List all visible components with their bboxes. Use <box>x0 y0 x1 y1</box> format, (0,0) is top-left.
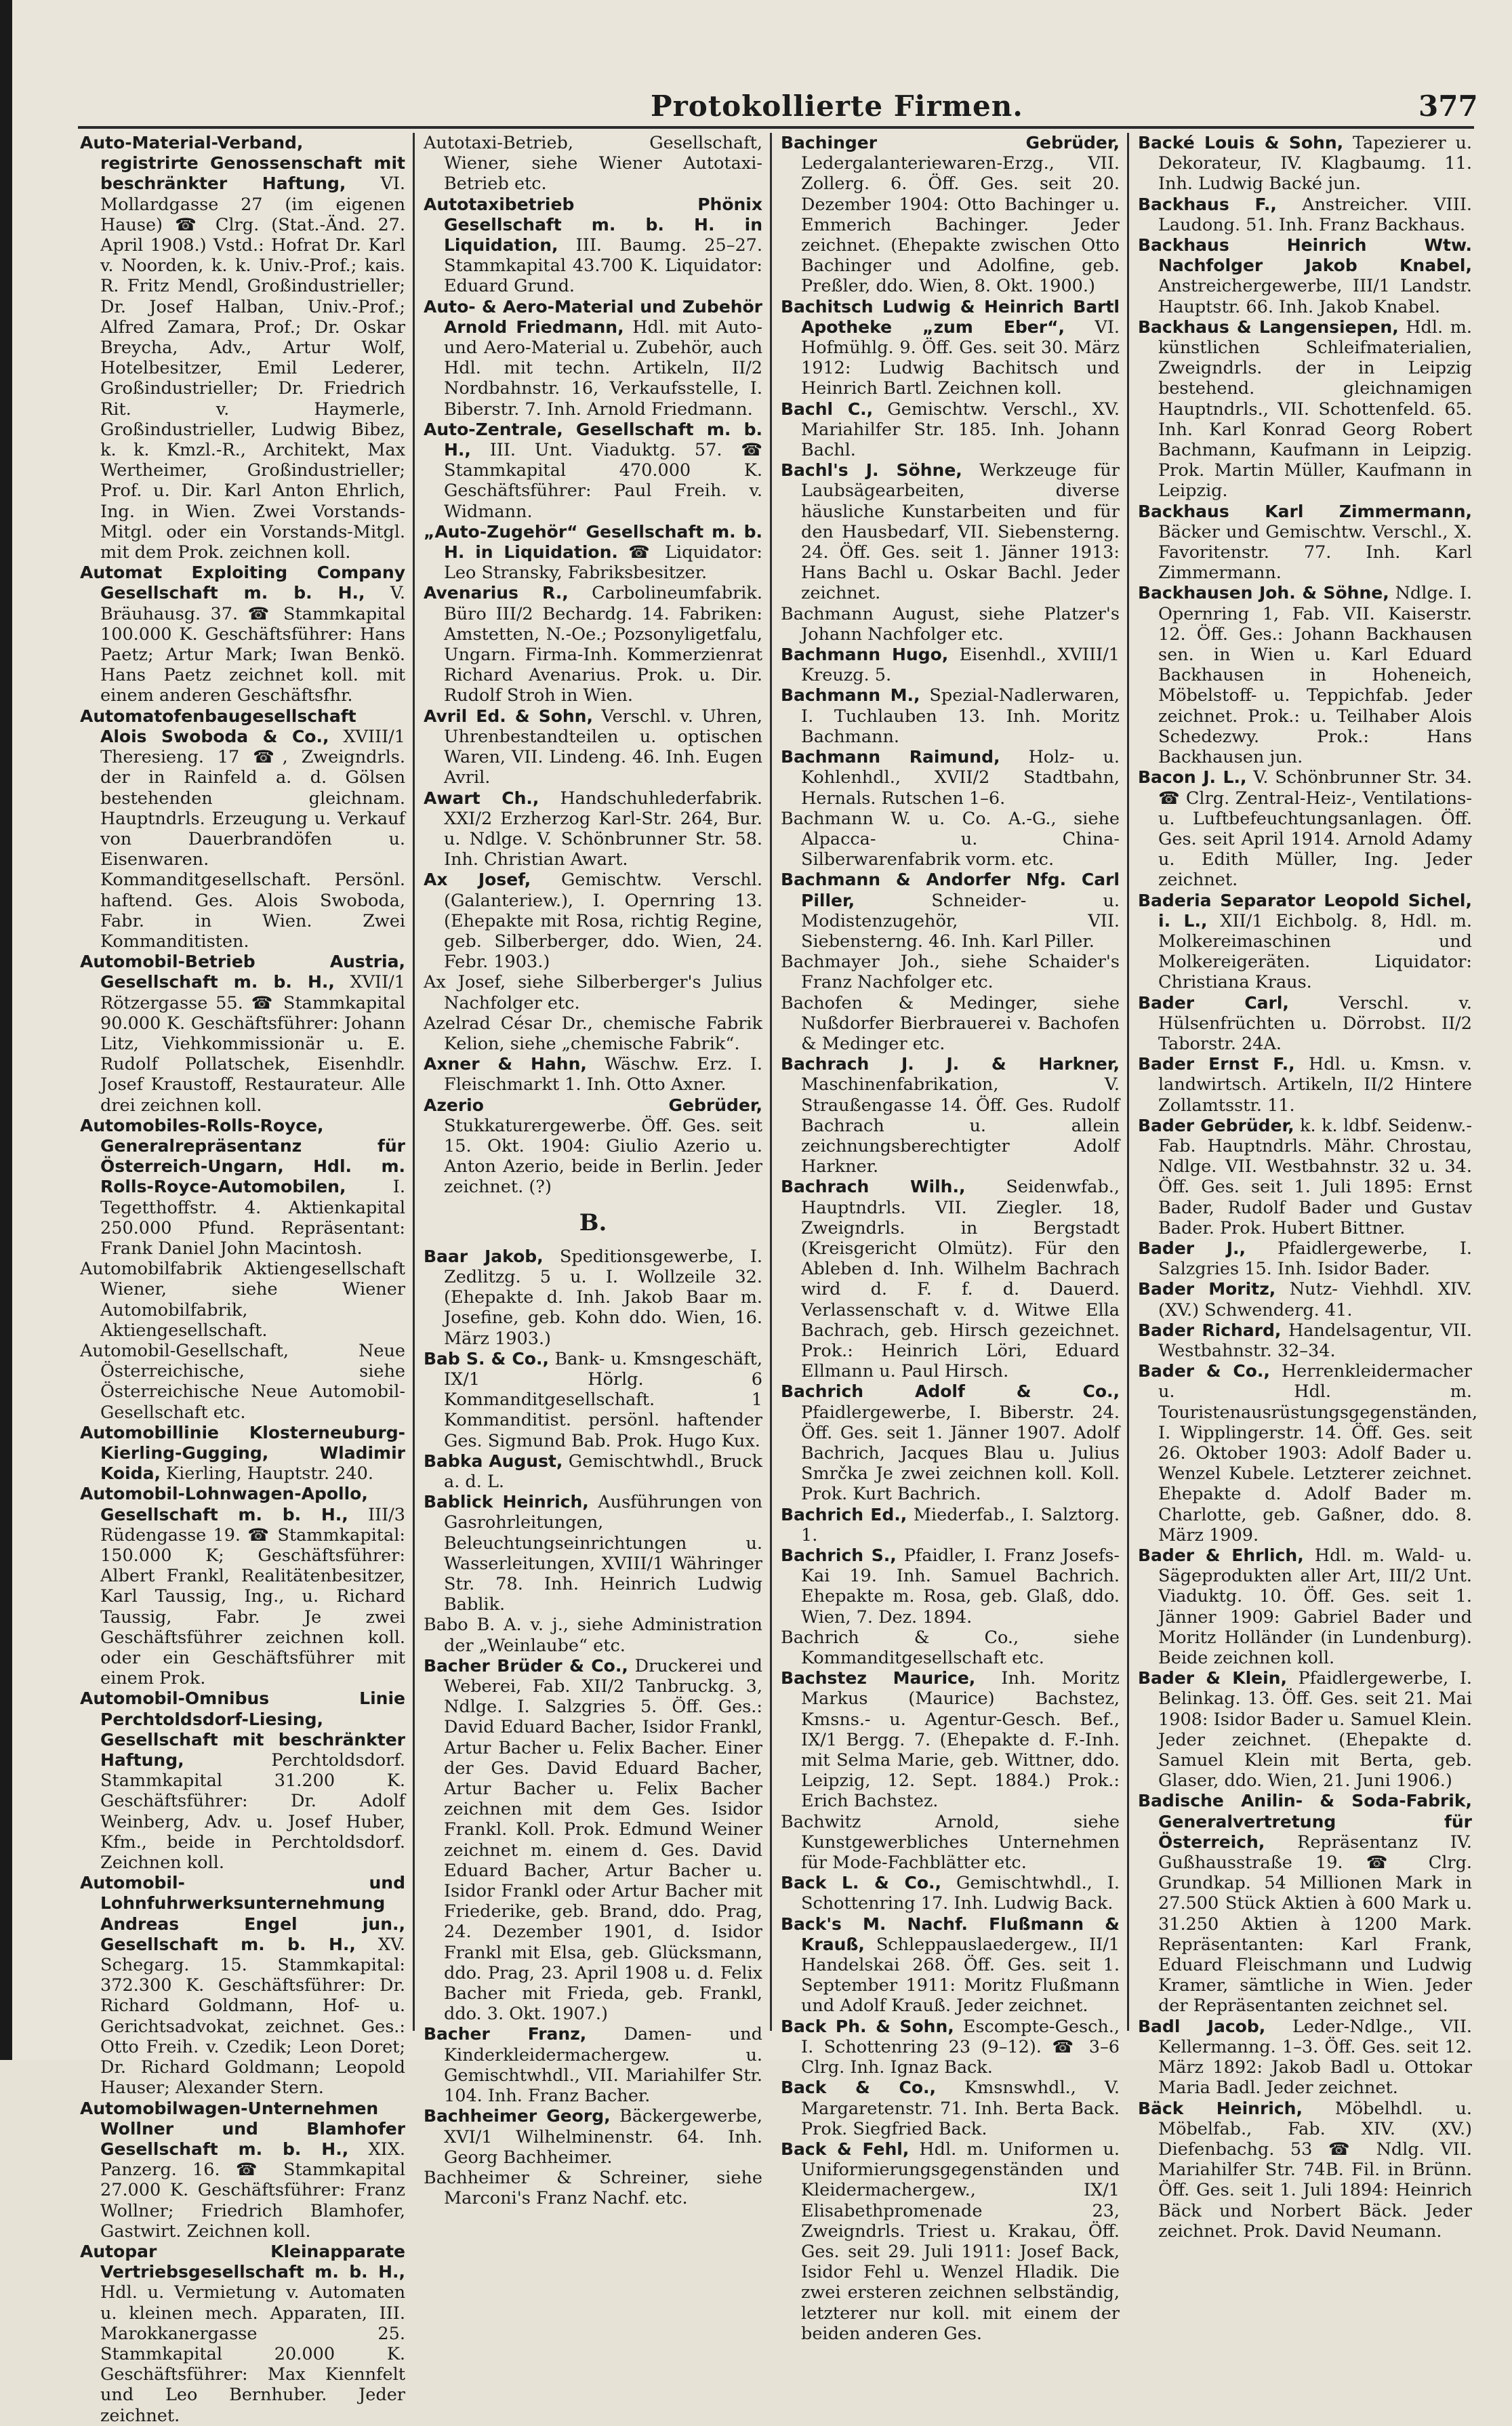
firm-name: Axner & Hahn, <box>424 1054 587 1074</box>
column-divider-3 <box>1127 133 1129 2031</box>
firm-entry <box>424 1451 762 1492</box>
firm-name: Bader & Klein, <box>1138 1668 1287 1689</box>
firm-entry <box>781 1381 1120 1504</box>
firm-entry <box>781 1914 1120 2017</box>
firm-details: Hdl. mit Auto- und Aero-Material u. Zubehör, auch Hdl. mit techn. Artikeln, II/2 Nordbahnstr. 16, Verkaufsstelle, I. Biberstr. 7. Inh. Arnold Friedmann. <box>444 317 763 420</box>
firm-name: Bader & Ehrlich, <box>1138 1545 1304 1566</box>
firm-details: Bäcker und Gemischtw. Verschl., X. Favoritenstr. 77. Inh. Karl Zimmermann. <box>1158 521 1472 584</box>
firm-details: Druckerei und Weberei, Fab. XII/2 Tanbruckg. 3, Ndlge. I. Salzgries 5. Öff. Ges.: David Eduard Bacher, Isidor Frankl, Artur Bacher u. Felix Bacher. Einer der Ges. David Eduard Bacher, Artur Bacher u. Felix Bacher zeichnen mit dem Ges. Isidor Frankl. Koll. Prok. Edmund Weiner zeichnet m. einem d. Ges. David Eduard Bacher, Artur Bacher u. Isidor Frankl oder Artur Bacher mit Friederike, geb. Brand, ddo. Prag, 24. Dezember 1901, d. Isidor Frankl mit Elsa, geb. Glücksmann, ddo. Prag, 23. April 1908 u. d. Felix Bacher mit Frieda, geb. Frankl, ddo. 3. Okt. 1907.) <box>444 1655 762 2025</box>
firm-details: Hdl. m. künstlichen Schleifmaterialien, Zweigndrls. der in Leipzig bestehend. gleichnamigen Hauptndrls., VII. Schottenfeld. 65. Inh. Karl Konrad Georg Robert Bachmann, Kaufmann in Leipzig. Prok. Martin Müller, Kaufmann in Leipzig. <box>1158 317 1472 502</box>
firm-entry <box>424 2168 762 2208</box>
firm-details: Eisenhdl., XVIII/1 Kreuzg. 5. <box>801 645 1120 686</box>
column-divider-1 <box>413 133 415 2031</box>
firm-details: XVIII/1 Theresieng. 17 ☎, Zweigndrls. der in Rainfeld a. d. Gölsen bestehenden gleichnam. Hauptndrls. Erzeugung u. Verkauf von Dauerbrandöfen u. Eisenwaren. Kommanditgesellschaft. Persönl. haftend. Ges. Alois Swoboda, Fabr. in Wien. Zwei Kommanditisten. <box>100 726 405 952</box>
firm-entry <box>781 133 1120 297</box>
firm-details: Bachmann August, siehe Platzer's Johann Nachfolger etc. <box>781 603 1120 645</box>
firm-details: Herrenkleidermacher u. Hdl. m. Touristenausrüstungsgegenständen, I. Wipplingerstr. 14. Öff. Ges. seit 26. Oktober 1903: Adolf Bader u. Wenzel Kubele. Letzterer zeichnet. Ehepakte d. Adolf Bader m. Charlotte, geb. Gaßner, ddo. 8. März 1909. <box>1158 1361 1478 1545</box>
firm-details: Ledergalanteriewaren-Erzg., VII. Zollerg. 6. Öff. Ges. seit 20. Dezember 1904: Otto Bachinger u. Emmerich Bachinger. Jeder zeichnet. (Ehepakte zwischen Otto Bachinger und Adolfine, geb. Preßler, ddo. Wien, 8. Okt. 1900.) <box>801 153 1120 297</box>
firm-name: Backhaus & Langensiepen, <box>1138 317 1399 337</box>
firm-details: Anstreicher. VIII. Laudong. 51. Inh. Franz Backhaus. <box>1158 194 1472 235</box>
firm-details: XV. Schegarg. 15. Stammkapital: 372.300 K. Geschäftsführer: Dr. Richard Goldmann, Hof- u. Gerichtsadvokat, zeichnet. Ges.: Otto Freih. v. Czedik; Leon Doret; Dr. Richard Goldmann; Leopold Hauser; Alexander Stern. <box>100 1934 405 2099</box>
firm-name: Backhausen Joh. & Söhne, <box>1138 583 1389 603</box>
firm-name: Bachinger Gebrüder, <box>781 133 1120 153</box>
firm-details: III. Baumg. 25–27. Stammkapital 43.700 K. Liquidator: Eduard Grund. <box>444 235 762 297</box>
firm-name: Automobil- und Lohnfuhrwerksunternehmung Andreas Engel jun., Gesellschaft m. b. H., <box>80 1873 405 1954</box>
firm-name: Back's M. Nachf. Flußmann & Krauß, <box>781 1914 1120 1954</box>
firm-entry <box>424 1054 762 1095</box>
firm-name: Backhaus F., <box>1138 194 1277 214</box>
firm-details: Bank- u. Kmsngeschäft, IX/1 Hörlg. 6 Kommanditgesellschaft. 1 Kommanditist. persönl. haftender Ges. Sigmund Bab. Prok. Hugo Kux. <box>444 1348 762 1451</box>
firm-details: Gemischtwhdl., I. Schottenring 17. Inh. Ludwig Back. <box>801 1873 1120 1914</box>
firm-name: Back Ph. & Sohn, <box>781 2016 954 2036</box>
firm-name: Bachrich S., <box>781 1545 897 1566</box>
firm-details: VI. Hofmühlg. 9. Öff. Ges. seit 30. März 1912: Ludwig Bachitsch und Heinrich Bartl. Zeichnen koll. <box>801 317 1120 399</box>
firm-details: Carbolineumfabrik. Büro III/2 Bechardg. 14. Fabriken: Amstetten, N.-Oe.; Pozsonyligetfalu, Ungarn. Firma-Inh. Kommerzienrat Richard Avenarius. Prok. u. Dir. Rudolf Stroh in Wien. <box>444 583 762 706</box>
firm-details: Gemischtw. Verschl., XV. Mariahilfer Str. 185. Inh. Johann Bachl. <box>801 399 1120 461</box>
firm-details: Gemischtwhdl., Bruck a. d. L. <box>444 1451 762 1492</box>
firm-details: Gemischtw. Verschl. (Galanteriew.), I. Opernring 13. (Ehepakte mit Rosa, richtig Regine, geb. Silberberger, ddo. Wien, 24. Febr. 1903.) <box>444 870 762 973</box>
firm-details: Bachmann W. u. Co. A.-G., siehe Alpacca- u. China-Silberwarenfabrik vorm. etc. <box>781 808 1120 870</box>
firm-details: Ausführungen von Gasrohrleitungen, Beleuchtungseinrichtungen u. Wasserleitungen, XVIII/1 Währinger Str. 78. Inh. Heinrich Ludwig Bablik. <box>444 1492 762 1615</box>
page-header <box>0 89 1512 130</box>
firm-details: Autotaxi-Betrieb, Gesellschaft, Wiener, siehe Wiener Autotaxi-Betrieb etc. <box>424 133 762 195</box>
firm-entry <box>80 1116 405 1259</box>
firm-name: Automobil-Lohnwagen-Apollo, Gesellschaft m. b. H., <box>80 1484 368 1524</box>
firm-details: Escompte-Gesch., I. Schottenring 23 (9–12). ☎ 3–6 Clrg. Inh. Ignaz Back. <box>801 2016 1120 2078</box>
firm-name: Back L. & Co., <box>781 1873 941 1893</box>
firm-details: Handelsagentur, VII. Westbahnstr. 32–34. <box>1158 1320 1472 1361</box>
firm-name: Automat Exploiting Company Gesellschaft m. b. H., <box>80 563 405 603</box>
firm-entry <box>781 2017 1120 2078</box>
firm-entry <box>80 133 405 563</box>
firm-entry <box>1138 1320 1472 1361</box>
firm-entry <box>781 1628 1120 1668</box>
firm-details: V. Bräuhausg. 37. ☎ Stammkapital 100.000 K. Geschäftsführer: Hans Paetz; Artur Mark; Iwan Benkö. Hans Paetz zeichnet koll. mit einem anderen Geschäftsfhr. <box>100 583 405 706</box>
firm-details: Seidenwfab., Hauptndrls. VII. Ziegler. 18, Zweigndrls. in Bergstadt (Kreisgericht Olmütz). Für den Ableben d. Inh. Wilhelm Bachrach wird d. F. f. d. Dauerd. Verlassenschaft v. d. Witwe Ella Bachrach, geb. Hirsch gezeichnet. Prok.: Heinrich Löri, Eduard Ellmann u. Paul Hirsch. <box>801 1177 1120 1382</box>
firm-details: ☎ Liquidator: Leo Stransky, Fabriksbesitzer. <box>444 542 762 584</box>
firm-details: Speditionsgewerbe, I. Zedlitzg. 5 u. I. Wollzeile 32. (Ehepakte d. Inh. Jakob Baar m. Josefine, geb. Kohn ddo. Wien, 16. März 1903.) <box>444 1246 763 1349</box>
firm-name: Bachmann & Andorfer Nfg. Carl Piller, <box>781 870 1120 910</box>
firm-details: Leder-Ndlge., VII. Kellermanng. 1–3. Öff. Ges. seit 12. März 1892: Jakob Badl u. Ottokar Maria Badl. Jeder zeichnet. <box>1158 2016 1473 2099</box>
firm-name: Babka August, <box>424 1451 563 1471</box>
firm-details: XII/1 Eichbolg. 8, Hdl. m. Molkereimaschinen und Molkereigeräten. Liquidator: Christiana Kraus. <box>1158 910 1472 993</box>
firm-name: Back & Co., <box>781 2078 937 2098</box>
firm-name: Bachl's J. Söhne, <box>781 460 962 481</box>
firm-details: Handschuhlederfabrik. XXI/2 Erzherzog Karl-Str. 264, Bur. u. Ndlge. V. Schönbrunner Str. 58. Inh. Christian Awart. <box>444 788 762 870</box>
firm-details: Perchtoldsdorf. Stammkapital 31.200 K. Geschäftsführer: Dr. Adolf Weinberg, Adv. u. Josef Huber, Kfm., beide in Perchtoldsdorf. Zeichnen koll. <box>100 1750 405 1874</box>
firm-entry <box>1138 195 1472 235</box>
firm-name: Autotaxibetrieb Phönix Gesellschaft m. b. H. in Liquidation, <box>424 194 762 256</box>
firm-details: Hdl. m. Wald- u. Sägeprodukten aller Art, III/2 Unt. Viaduktg. 10. Öff. Ges. seit 1. Jänner 1909: Gabriel Bader und Moritz Holländer (in Lundenburg). Beide zeichnen koll. <box>1158 1545 1472 1669</box>
firm-name: „Auto-Zugehör“ Gesellschaft m. b. H. in Liquidation. <box>424 521 762 563</box>
firm-name: Back & Fehl, <box>781 2139 910 2159</box>
firm-details: V. Schönbrunner Str. 34. ☎ Clrg. Zentral-Heiz-, Ventilations- u. Luftbefeuchtungsanlagen. Öff. Ges. seit April 1914. Arnold Adamy u. Edith Müller, Ing. Jeder zeichnet. <box>1158 767 1472 891</box>
firm-name: Backé Louis & Sohn, <box>1138 133 1344 153</box>
firm-details: Babo B. A. v. j., siehe Administration der „Weinlaube“ etc. <box>424 1615 762 1656</box>
firm-entry <box>424 1349 762 1451</box>
firm-details: Ndlge. I. Opernring 1, Fab. VII. Kaiserstr. 12. Öff. Ges.: Johann Backhausen sen. in Wien u. Karl Eduard Backhausen in Hoheneich, Möbelstoff- u. Teppichfab. Jeder zeichnet. Prok.: u. Teilhaber Alois Schedezwy. Prok.: Hans Backhausen jun. <box>1158 583 1472 768</box>
firm-details: Verschl. v. Hülsenfrüchten u. Dörrobst. II/2 Taborstr. 24A. <box>1158 992 1473 1054</box>
firm-entry <box>781 1812 1120 1874</box>
firm-name: Bader J., <box>1138 1238 1246 1258</box>
firm-entry <box>424 1013 762 1054</box>
firm-details: Bäckergewerbe, XVI/1 Wilhelminenstr. 64. Inh. Georg Bachheimer. <box>444 2106 763 2168</box>
firm-entry <box>424 1615 762 1655</box>
firm-entry <box>1138 1361 1478 1545</box>
firm-name: Automobilwagen-Unternehmen Wollner und Blamhofer Gesellschaft m. b. H., <box>80 2098 405 2159</box>
firm-entry <box>424 870 762 972</box>
firm-name: Bader Ernst F., <box>1138 1054 1295 1074</box>
firm-details: Schleppauslaedergew., II/1 Handelskai 268. Öff. Ges. seit 1. September 1911: Moritz Flußmann und Adolf Krauß. Jeder zeichnet. <box>801 1934 1120 2017</box>
firm-name: Badl Jacob, <box>1138 2016 1266 2036</box>
firm-entry <box>781 1177 1120 1381</box>
firm-details: k. k. ldbf. Seidenw.-Fab. Hauptndrls. Mähr. Chrostau, Ndlge. VII. Westbahnstr. 32 u. 34. Öff. Ges. seit 1. Juli 1895: Ernst Bader, Rudolf Bader und Gustav Bader. Prok. Hubert Bittner. <box>1158 1115 1472 1238</box>
firm-entry <box>781 809 1120 870</box>
firm-name: Bachmann Raimund, <box>781 747 1000 767</box>
column-divider-2 <box>770 133 772 2031</box>
firm-details: Pfaidlergewerbe, I. Biberstr. 24. Öff. Ges. seit 1. Jänner 1907. Adolf Bachrich, Jacques Blau u. Julius Smrčka Je zwei zeichnen koll. Koll. Prok. Kurt Bachrich. <box>801 1402 1120 1505</box>
firm-entry <box>1138 1238 1472 1279</box>
firm-name: Bäck Heinrich, <box>1138 2098 1303 2118</box>
firm-entry <box>424 420 762 522</box>
firm-name: Bader Gebrüder, <box>1138 1115 1294 1135</box>
firm-name: Automobil-Betrieb Austria, Gesellschaft m. b. H., <box>80 952 405 992</box>
firm-entry <box>424 2024 762 2106</box>
firm-entry <box>781 870 1120 952</box>
firm-details: Wäschw. Erz. I. Fleischmarkt 1. Inh. Otto Axner. <box>444 1054 762 1095</box>
firm-name: Baderia Separator Leopold Sichel, i. L., <box>1138 890 1472 931</box>
firm-details: Spezial-Nadlerwaren, I. Tuchlauben 13. Inh. Moritz Bachmann. <box>801 685 1120 747</box>
firm-entry <box>424 788 762 870</box>
firm-entry <box>781 2078 1120 2139</box>
firm-name: Backhaus Heinrich Wtw. Nachfolger Jakob Knabel, <box>1138 235 1472 276</box>
firm-entry <box>424 2106 762 2168</box>
firm-entry <box>1138 767 1472 890</box>
firm-entry <box>781 604 1120 645</box>
firm-name: Automobiles-Rolls-Royce, Generalrepräsentanz für Österreich-Ungarn, Hdl. m. Rolls-Royce-Automobilen, <box>80 1115 405 1197</box>
firm-entry <box>80 952 405 1116</box>
firm-entry <box>1138 1791 1472 2016</box>
firm-name: Bader Carl, <box>1138 992 1289 1013</box>
firm-name: Bacon J. L., <box>1138 767 1247 788</box>
firm-entry <box>1138 1668 1472 1791</box>
firm-details: III. Unt. Viaduktg. 57. ☎ Stammkapital 470.000 K. Geschäftsführer: Paul Freih. v. Widmann. <box>444 440 762 522</box>
firm-entry <box>781 1668 1120 1811</box>
firm-name: Azerio Gebrüder, <box>424 1095 762 1115</box>
firm-name: Bachrich Ed., <box>781 1504 907 1524</box>
column-2 <box>424 133 763 2209</box>
firm-name: Bachrach Wilh., <box>781 1177 966 1197</box>
firm-name: Baar Jakob, <box>424 1246 544 1266</box>
firm-details: Repräsentanz IV. Gußhausstraße 19. ☎ Clrg. Grundkap. 54 Millionen Mark in 27.500 Stück Aktien à 600 Mark u. 31.250 Aktien à 1200 Mark. Repräsentanten: Karl Frank, Eduard Fleischmann und Ludwig Kramer, sämtliche in Wien. Jeder der Repräsentanten zeichnet sel. <box>1158 1832 1472 2017</box>
firm-name: Bachmann Hugo, <box>781 645 949 665</box>
firm-entry <box>80 706 405 952</box>
firm-name: Bacher Brüder & Co., <box>424 1655 628 1676</box>
firm-entry <box>1138 317 1472 502</box>
firm-entry <box>1138 583 1472 767</box>
firm-name: Awart Ch., <box>424 788 539 808</box>
firm-name: Bachl C., <box>781 399 874 419</box>
firm-details: Anstreichergewerbe, III/1 Landstr. Hauptstr. 66. Inh. Jakob Knabel. <box>1158 276 1472 317</box>
firm-name: Auto-Material-Verband, registrirte Genossenschaft mit beschränkter Haftung, <box>80 133 405 194</box>
firm-entry <box>781 1545 1120 1628</box>
firm-name: Bader & Co., <box>1138 1361 1270 1381</box>
firm-entry <box>781 297 1120 399</box>
firm-details: Holz- u. Kohlenhdl., XVII/2 Stadtbahn, Hernals. Rutschen 1–6. <box>801 747 1120 809</box>
firm-entry <box>80 1484 405 1689</box>
firm-entry <box>1138 1054 1472 1116</box>
header-rule <box>78 126 1474 129</box>
firm-name: Automatofenbaugesellschaft Alois Swoboda & Co., <box>80 706 356 746</box>
firm-entry <box>80 1689 405 1873</box>
firm-details: Stukkaturergewerbe. Öff. Ges. seit 15. Okt. 1904: Giulio Azerio u. Anton Azerio, beide in Berlin. Jeder zeichnet. (?) <box>444 1115 762 1198</box>
firm-name: Badische Anilin- & Soda-Fabrik, Generalvertretung für Österreich, <box>1138 1791 1472 1852</box>
binding-edge <box>0 0 12 2060</box>
firm-name: Bader Richard, <box>1138 1320 1282 1340</box>
firm-name: Bab S. & Co., <box>424 1348 549 1369</box>
firm-name: Auto-Zentrale, Gesellschaft m. b. H., <box>424 419 762 460</box>
firm-details: Ax Josef, siehe Silberberger's Julius Nachfolger etc. <box>424 972 762 1013</box>
firm-entry <box>424 133 762 195</box>
firm-details: Bachheimer & Schreiner, siehe Marconi's Franz Nachf. etc. <box>424 2167 762 2209</box>
firm-entry <box>1138 2099 1472 2242</box>
firm-details: Bachwitz Arnold, siehe Kunstgewerbliches Unternehmen für Mode-Fachblätter etc. <box>781 1811 1120 1874</box>
firm-details: Verschl. v. Uhren, Uhrenbestandteilen u. optischen Waren, VII. Lindeng. 46. Inh. Eugen Avril. <box>444 706 762 788</box>
firm-entry <box>424 1247 762 1349</box>
page-number: 377 <box>1418 89 1478 123</box>
firm-details: Bachrich & Co., siehe Kommanditgesellschaft etc. <box>781 1627 1120 1669</box>
firm-name: Avril Ed. & Sohn, <box>424 706 593 726</box>
firm-name: Bachitsch Ludwig & Heinrich Bartl Apotheke „zum Eber“, <box>781 296 1120 337</box>
firm-entry <box>80 1259 405 1341</box>
firm-name: Bader Moritz, <box>1138 1279 1276 1299</box>
firm-details: Möbelhdl. u. Möbelfab., Fab. XIV. (XV.) Diefenbachg. 53 ☎ Ndlg. VII. Mariahilfer Str. 74B. Fil. in Brünn. Öff. Ges. seit 1. Juli 1894: Heinrich Bäck und Norbert Bäck. Jeder zeichnet. Prok. David Neumann. <box>1158 2098 1472 2242</box>
firm-details: Damen- und Kinderkleidermachergew. u. Gemischtwhdl., VII. Mariahilfer Str. 104. Inh. Franz Bacher. <box>444 2024 763 2107</box>
firm-details: Pfaidler, I. Franz Josefs-Kai 19. Inh. Samuel Bachrich. Ehepakte m. Rosa, geb. Glaß, ddo. Wien, 7. Dez. 1894. <box>801 1545 1120 1628</box>
firm-entry <box>80 1873 405 2098</box>
firm-details: Miederfab., I. Salztorg. 1. <box>801 1504 1120 1545</box>
firm-details: Nutz- Viehhdl. XIV. (XV.) Schwenderg. 41. <box>1158 1279 1472 1320</box>
firm-name: Ax Josef, <box>424 870 531 890</box>
firm-details: Pfaidlergewerbe, I. Salzgries 15. Inh. Isidor Bader. <box>1158 1238 1472 1280</box>
firm-entry <box>1138 1116 1472 1238</box>
firm-entry <box>781 1873 1120 1914</box>
firm-details: Automobilfabrik Aktiengesellschaft Wiener, siehe Wiener Automobilfabrik, Aktiengesellschaft. <box>80 1259 405 1341</box>
firm-entry <box>80 1341 405 1423</box>
firm-name: Avenarius R., <box>424 583 569 603</box>
firm-entry <box>424 1492 762 1615</box>
firm-entry <box>1138 891 1472 993</box>
firm-details: Kmsnswhdl., V. Margaretenstr. 71. Inh. Berta Back. Prok. Siegfried Back. <box>801 2078 1120 2139</box>
firm-details: Kierling, Hauptstr. 240. <box>160 1463 373 1484</box>
firm-entry <box>781 460 1120 603</box>
firm-entry <box>1138 993 1472 1055</box>
firm-entry <box>80 1423 405 1484</box>
firm-entry <box>781 1505 1120 1545</box>
firm-details: III/3 Rüdengasse 19. ☎ Stammkapital: 150.000 K; Geschäftsführer: Albert Frankl, Realitätenbesitzer, Karl Taussig, Ing., u. Richard Taussig, Fabr. Je zwei Geschäftsführer zeichnen koll. oder ein Geschäftsführer mit einem Prok. <box>100 1504 405 1689</box>
firm-details: Inh. Moritz Markus (Maurice) Bachstez, Kmsns.- u. Agentur-Gesch. Bef., IX/1 Bergg. 7. (Ehepakte d. F.-Inh. mit Selma Marie, geb. Wittner, ddo. Leipzig, 12. Sept. 1884.) Prok.: Erich Bachstez. <box>801 1668 1120 1812</box>
firm-details: Hdl. m. Uniformen u. Uniformierungsgegenständen und Kleidermachergew., IX/1 Elisabethpromenade 23, Zweigndrls. Triest u. Krakau, Öff. Ges. seit 29. Juli 1911: Josef Back, Isidor Fehl u. Wenzel Hladik. Die zwei ersteren zeichnen selbständig, letzterer nur koll. mit einem der beiden anderen Ges. <box>801 2139 1120 2344</box>
firm-entry <box>424 195 762 297</box>
firm-entry <box>781 685 1120 747</box>
firm-entry <box>424 972 762 1013</box>
firm-details: Werkzeuge für Laubsägearbeiten, diverse häusliche Kunstarbeiten und für den Hausbedarf, VII. Siebensterng. 24. Öff. Ges. seit 1. Jänner 1913: Hans Bachl u. Oskar Bachl. Jeder zeichnet. <box>801 460 1120 604</box>
firm-name: Automobillinie Klosterneuburg-Kierling-Gugging, Wladimir Koida, <box>80 1422 405 1484</box>
firm-details: Hdl. u. Kmsn. v. landwirtsch. Artikeln, II/2 Hintere Zollamtsstr. 11. <box>1158 1054 1472 1116</box>
firm-entry <box>1138 1279 1472 1320</box>
firm-entry <box>424 1095 762 1198</box>
firm-entry <box>424 297 762 420</box>
firm-details: Schneider- u. Modistenzugehör, VII. Siebensterng. 46. Inh. Karl Piller. <box>801 890 1120 952</box>
firm-details: Pfaidlergewerbe, I. Belinkag. 13. Öff. Ges. seit 21. Mai 1908: Isidor Bader u. Samuel Klein. Jeder zeichnet. (Ehepakte d. Samuel Klein mit Berta, geb. Glaser, ddo. Wien, 21. Juni 1906.) <box>1158 1668 1472 1792</box>
firm-name: Backhaus Karl Zimmermann, <box>1138 501 1472 521</box>
firm-details: Hdl. u. Vermietung v. Automaten u. kleinen mech. Apparaten, III. Marokkanergasse 25. Stammkapital 20.000 K. Geschäftsführer: Max Kiennfelt und Leo Bernhuber. Jeder zeichnet. <box>100 2282 405 2426</box>
firm-entry <box>781 1054 1120 1177</box>
firm-entry <box>80 2242 405 2426</box>
firm-name: Auto- & Aero-Material und Zubehör Arnold Friedmann, <box>424 296 762 337</box>
firm-entry <box>424 1656 762 2025</box>
firm-name: Bachmann M., <box>781 685 920 706</box>
column-1 <box>80 133 405 2426</box>
firm-name: Bablick Heinrich, <box>424 1492 589 1512</box>
firm-name: Bachrich Adolf & Co., <box>781 1381 1120 1402</box>
firm-entry <box>781 399 1120 461</box>
firm-details: I. Tegetthoffstr. 4. Aktienkapital 250.000 Pfund. Repräsentant: Frank Daniel John Macintosh. <box>100 1177 405 1259</box>
firm-entry <box>424 522 762 584</box>
firm-name: Bachstez Maurice, <box>781 1668 976 1689</box>
firm-entry <box>80 2099 405 2242</box>
firm-entry <box>781 2139 1120 2344</box>
firm-entry <box>781 747 1120 809</box>
page-title: Protokollierte Firmen. <box>651 89 1023 123</box>
firm-entry <box>80 563 405 706</box>
firm-entry <box>1138 1545 1472 1668</box>
column-3 <box>781 133 1120 2344</box>
firm-name: Bachheimer Georg, <box>424 2106 611 2126</box>
firm-details: Azelrad César Dr., chemische Fabrik Kelion, siehe „chemische Fabrik“. <box>424 1013 762 1054</box>
firm-entry <box>1138 235 1472 317</box>
firm-details: Automobil-Gesellschaft, Neue Österreichische, siehe Österreichische Neue Automobil-Gesellschaft etc. <box>80 1340 405 1423</box>
firm-details: VI. Mollardgasse 27 (im eigenen Hause) ☎ Clrg. (Stat.-Änd. 27. April 1908.) Vstd.: Hofrat Dr. Karl v. Noorden, k. k. Univ.-Prof.; kais. R. Fritz Mendl, Großindustrieller; Dr. Josef Halban, Univ.-Prof.; Alfred Zamara, Prof.; Dr. Oskar Breycha, Adv., Artur Wolf, Hotelbesitzer, Emil Lederer, Großindustrieller; Dr. Friedrich Rit. v. Haymerle, Großindustrieller, Ludwig Bibez, k. k. Kmzl.-R., Architekt, Max Wertheimer, Großindustrieller; Prof. u. Dir. Karl Anton Ehrlich, Ing. in Wien. Zwei Vorstands-Mitgl. oder ein Vorstands-Mitgl. mit dem Prok. zeichnen koll. <box>100 174 405 563</box>
firm-entry <box>1138 133 1472 195</box>
firm-details: XIX. Panzerg. 16. ☎ Stammkapital 27.000 K. Geschäftsführer: Franz Wollner; Friedrich Blamhofer, Gastwirt. Zeichnen koll. <box>100 2139 405 2242</box>
firm-entry <box>424 706 762 788</box>
firm-entry <box>424 583 762 706</box>
column-4 <box>1138 133 1478 2242</box>
firm-entry <box>781 993 1120 1055</box>
section-letter: B. <box>579 1209 607 1236</box>
firm-name: Automobil-Omnibus Linie Perchtoldsdorf-Liesing, Gesellschaft mit beschränkter Haftung, <box>80 1689 405 1771</box>
firm-details: XVII/1 Rötzergasse 55. ☎ Stammkapital 90.000 K. Geschäftsführer: Johann Litz, Viehkommissionär u. E. Rudolf Pollatschek, Eisenhdlr. Josef Kraustoff, Restaurateur. Alle drei zeichnen koll. <box>100 972 405 1116</box>
firm-details: Tapezierer u. Dekorateur, IV. Klagbaumg. 11. Inh. Ludwig Backé jun. <box>1158 133 1472 195</box>
firm-entry <box>1138 2017 1472 2099</box>
firm-details: Maschinenfabrikation, V. Straußengasse 14. Öff. Ges. Rudolf Bachrach u. allein zeichnungsberechtigter Adolf Harkner. <box>801 1074 1120 1177</box>
firm-entry <box>1138 502 1472 584</box>
firm-entry <box>781 645 1120 685</box>
firm-name: Autopar Kleinapparate Vertriebsgesellschaft m. b. H., <box>80 2241 405 2282</box>
firm-details: Bachmayer Joh., siehe Schaider's Franz Nachfolger etc. <box>781 952 1120 993</box>
firm-name: Bachrach J. J. & Harkner, <box>781 1054 1120 1074</box>
firm-name: Bacher Franz, <box>424 2024 587 2044</box>
firm-details: Bachofen & Medinger, siehe Nußdorfer Bierbrauerei v. Bachofen & Medinger etc. <box>781 992 1120 1054</box>
firm-entry <box>781 952 1120 992</box>
